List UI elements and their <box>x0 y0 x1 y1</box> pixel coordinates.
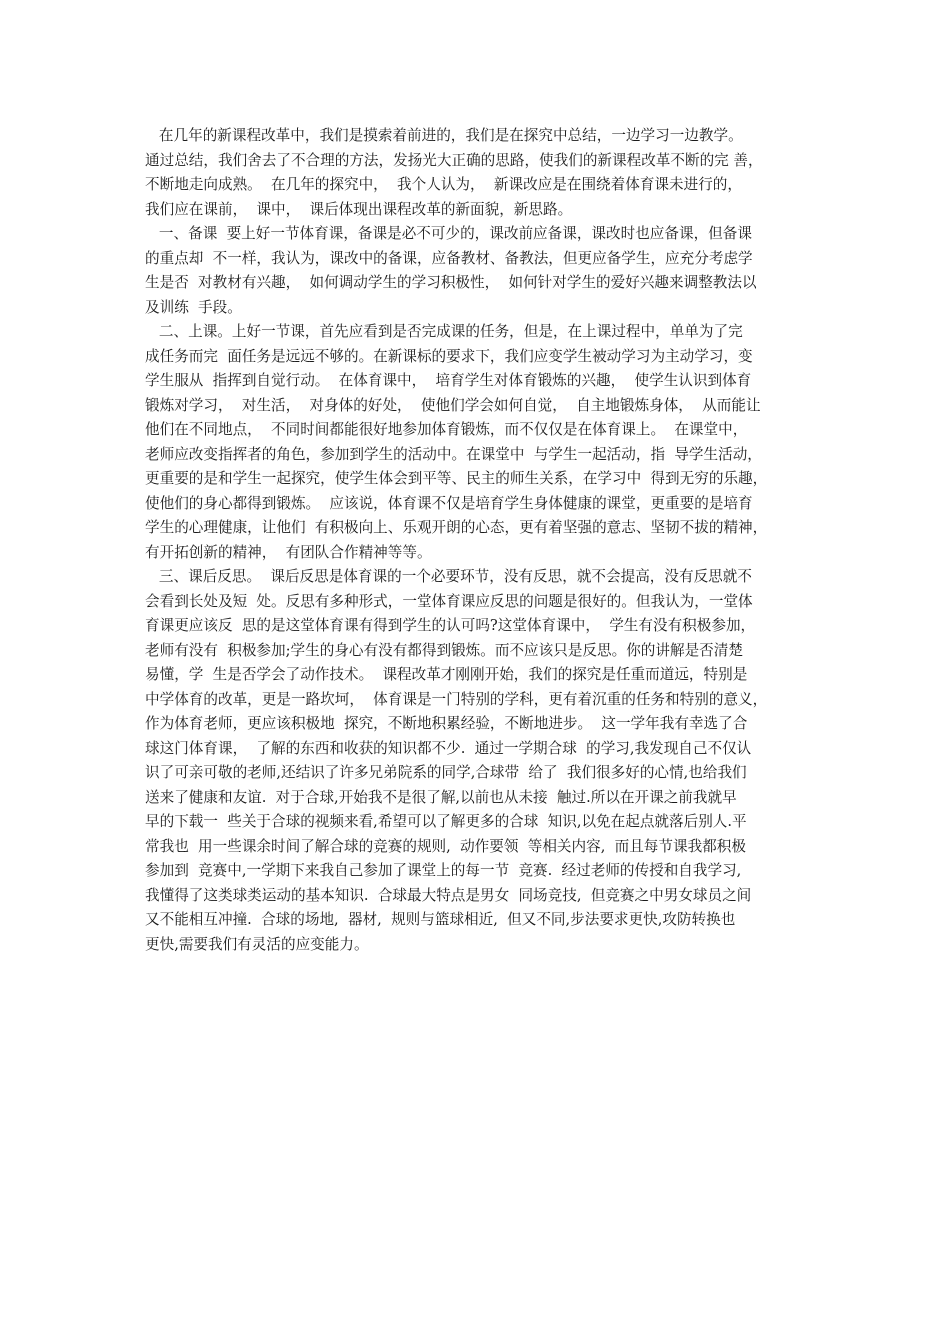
text-line: 的重点却 不一样，我认为，课改中的备课，应备教材、备教法，但更应备学生，应充分考虑学 <box>145 249 753 267</box>
text-line: 老师有没有 积极参加;学生的身心有没有都得到锻炼。而不应该只是反思。你的讲解是否清楚 <box>145 641 743 659</box>
body-text <box>145 124 825 957</box>
text-line: 三、课后反思。 课后反思是体育课的一个必要环节，没有反思，就不会提高，没有反思就不 <box>145 568 752 585</box>
text-line: 作为体育老师，更应该积极地 探究，不断地积累经验，不断地进步。 这一学年我有幸选了合 <box>145 715 748 732</box>
text-line: 我们应在课前， 课中， 课后体现出课程改革的新面貌，新思路。 <box>145 200 573 218</box>
text-line: 使他们的身心都得到锻炼。 应该说，体育课不仅是培育学生身体健康的课堂，更重要的是培育 <box>145 494 753 512</box>
text-line: 更重要的是和学生一起探究，使学生体会到平等、民主的师生关系，在学习中 得到无穷的乐趣， <box>145 470 768 487</box>
text-line: 通过总结，我们舍去了不合理的方法，发扬光大正确的思路，使我们的新课程改革不断的完 善， <box>145 151 763 169</box>
text-line: 一、备课 要上好一节体育课，备课是必不可少的，课改前应备课，课改时也应备课，但备课 <box>145 225 752 242</box>
text-line: 生是否 对教材有兴趣， 如何调动学生的学习积极性， 如何针对学生的爱好兴趣来调整教法以 <box>145 274 757 291</box>
text-line: 早的下载一 些关于合球的视频来看,希望可以了解更多的合球 知识,以免在起点就落后别人.平 <box>145 813 747 830</box>
text-line: 更快,需要我们有灵活的应变能力。 <box>145 935 369 953</box>
text-line: 二、上课。上好一节课，首先应看到是否完成课的任务，但是，在上课过程中，单单为了完 <box>145 323 743 340</box>
text-line: 球这门体育课， 了解的东西和收获的知识都不少. 通过一学期合球 的学习,我发现自己不仅认 <box>145 739 752 757</box>
text-line: 锻炼对学习， 对生活， 对身体的好处， 使他们学会如何自觉， 自主地锻炼身体， 从而能让 <box>145 396 761 414</box>
text-line: 学生服从 指挥到自觉行动。 在体育课中， 培育学生对体育锻炼的兴趣， 使学生认识到体育 <box>145 372 752 389</box>
text-line: 参加到 竞赛中,一学期下来我自己参加了课堂上的每一节 竞赛. 经过老师的传授和自我学习, <box>145 862 742 879</box>
text-line: 会看到长处及短 处。反思有多种形式，一堂体育课应反思的问题是很好的。但我认为，一堂体 <box>145 592 753 610</box>
text-line: 不断地走向成熟。 在几年的探究中， 我个人认为， 新课改应是在围绕着体育课未进行的， <box>145 176 742 193</box>
text-line: 送来了健康和友谊. 对于合球,开始我不是很了解,以前也从未接 触过.所以在开课之前我就早 <box>145 788 737 806</box>
text-line: 学生的心理健康，让他们 有积极向上、乐观开朗的心态，更有着坚强的意志、坚韧不拔的精神， <box>145 519 768 536</box>
text-line: 我懂得了这类球类运动的基本知识. 合球最大特点是男女 同场竞技, 但竞赛之中男女球员之间 <box>145 886 752 904</box>
text-line: 成任务而完 面任务是远远不够的。在新课标的要求下，我们应变学生被动学习为主动学习，变 <box>145 347 753 365</box>
text-line: 中学体育的改革，更是一路坎坷， 体育课是一门特别的学科，更有着沉重的任务和特别的意义， <box>145 690 768 708</box>
text-line: 常我也 用一些课余时间了解合球的竞赛的规则, 动作要领 等相关内容, 而且每节课我都积极 <box>145 837 746 855</box>
text-line: 识了可亲可敬的老师,还结识了许多兄弟院系的同学,合球带 给了 我们很多好的心情,也给我们 <box>145 764 747 781</box>
text-line: 在几年的新课程改革中，我们是摸索着前进的，我们是在探究中总结，一边学习一边教学。 <box>145 127 743 144</box>
text-line: 老师应改变指挥者的角色，参加到学生的活动中。在课堂中 与学生一起活动，指 导学生活动， <box>145 445 762 463</box>
text-line: 育课更应该反 思的是这堂体育课有得到学生的认可吗?这堂体育课中， 学生有没有积极参加， <box>145 617 756 634</box>
text-line: 他们在不同地点， 不同时间都能很好地参加体育锻炼，而不仅仅是在体育课上。 在课堂中， <box>145 421 748 438</box>
text-line: 有开拓创新的精神， 有团队合作精神等等。 <box>145 543 432 561</box>
text-line: 易懂，学 生是否学会了动作技术。 课程改革才刚刚开始，我们的探究是任重而道远，特别是 <box>145 666 748 683</box>
text-line: 及训练 手段。 <box>145 298 242 316</box>
text-line: 又不能相互冲撞. 合球的场地, 器材, 规则与篮球相近, 但又不同,步法要求更快,攻防转换也 <box>145 911 736 928</box>
